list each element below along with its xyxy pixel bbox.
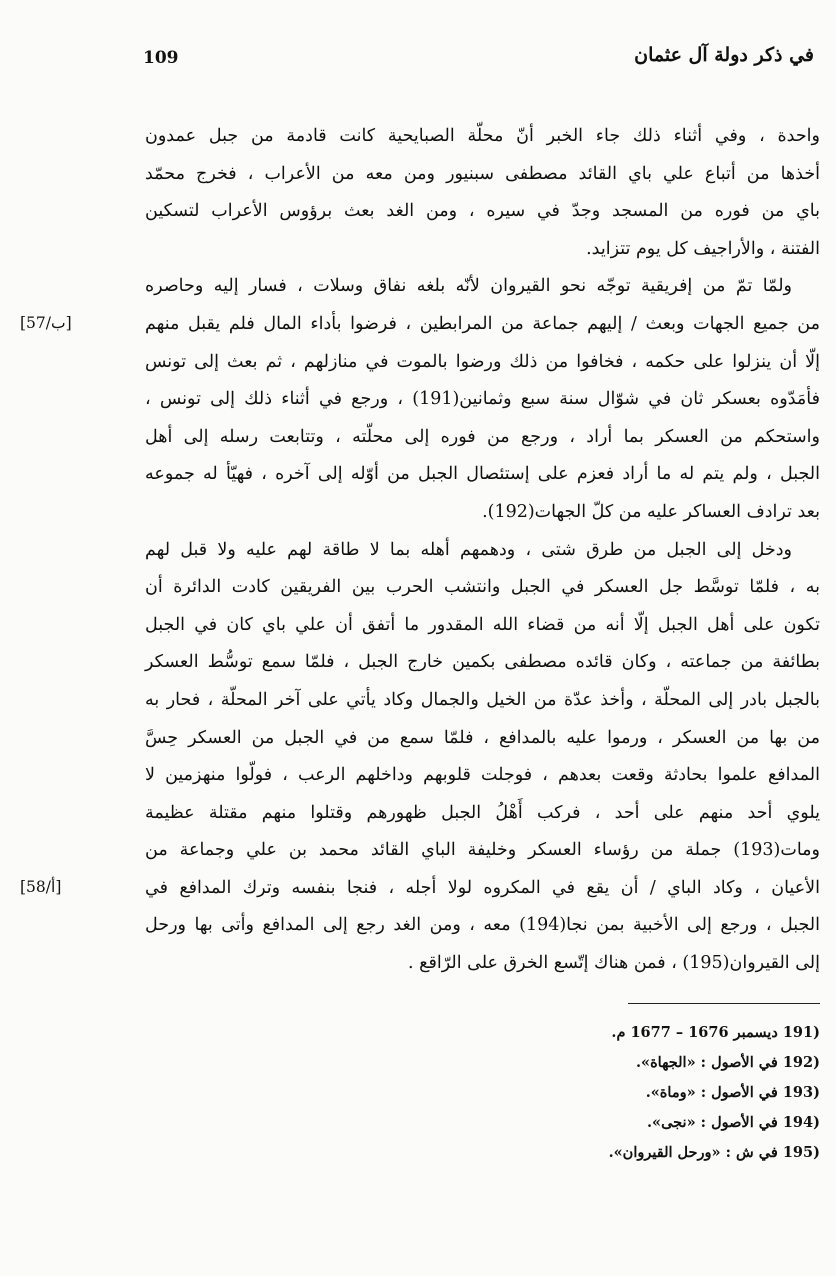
body-line: ودخل إلى الجبل من طرق شتى ، ودهمهم أهله بما لا طاقة لهم عليه ولا قبل لهم: [145, 539, 792, 560]
body-line: إلى القيروان(195) ، فمن هناك إتّسع الخرق على الرّاقع .: [408, 953, 820, 974]
body-line: الجبل ، ولم يتم له ما أراد فعزم على إستئصال الجبل من أوّله إلى آخره ، فهيّأ له جموعه: [145, 464, 820, 485]
footnote: (195 في ش : «ورحل القيروان».: [608, 1144, 820, 1161]
page-number: 109: [143, 48, 179, 68]
body-line: باي من فوره من المسجد وجدّ في سيره ، ومن الغد بعث برؤوس الأعراب لتسكين: [145, 201, 820, 222]
margin-folio-ref: [58/أ]: [20, 878, 62, 896]
body-line: واستحكم من العسكر بما أراد ، ورجع من فوره إلى محلّته ، وتتابعت رسله إلى أهل: [145, 426, 820, 447]
running-head: في ذكر دولة آل عثمان: [634, 44, 814, 66]
footnote: (193 في الأصول : «وماة».: [645, 1084, 820, 1101]
body-line: من جميع الجهات وبعث / إليهم جماعة من المرابطين ، فرضوا بأداء المال فلم يقبل منهم: [145, 313, 820, 334]
body-line: الجبل ، ورجع إلى الأخبية بمن نجا(194) معه ، ومن الغد رجع إلى المدافع وأتى بها ورحل: [145, 915, 820, 936]
body-line: ولمّا تمّ من إفريقية توجّه نحو القيروان لأنّه بلغه نفاق وسلات ، فسار إليه وحاصره: [145, 276, 792, 297]
body-line: واحدة ، وفي أثناء ذلك جاء الخبر أنّ محلّة الصبايحية كانت قادمة من جبل عمدون: [145, 126, 820, 146]
body-line: إلّا أن ينزلوا على حكمه ، فخافوا من ذلك ورضوا بالموت في منازلهم ، ثم بعث إلى تونس: [145, 351, 820, 372]
footnote: (192 في الأصول : «الجهاة».: [635, 1054, 820, 1071]
body-line: المدافع علموا بحادثة وقعت بعدهم ، فوجلت قلوبهم وداخلهم الرعب ، فولّوا منهزمين لا: [145, 765, 820, 786]
body-line: تكون على أهل الجبل إلّا أنه من قضاء الله المقدور ما أتفق أن علي باي كان في الجبل: [145, 614, 820, 635]
body-line: ومات(193) جملة من رؤساء العسكر وخليفة الباي القائد محمد بن علي وجماعة من: [145, 840, 820, 861]
margin-folio-ref: [57/ب]: [20, 314, 72, 332]
body-line: أخذها من أتباع علي باي القائد مصطفى سبنيور ومن معه من الأعراب ، فخرج محمّد: [145, 163, 820, 184]
body-text: [145, 118, 820, 983]
body-line: بعد ترادف العساكر عليه من كلّ الجهات(192).: [482, 501, 820, 522]
body-line: الأعيان ، وكاد الباي / أن يقع في المكروه لولا أجله ، فنجا بنفسه وترك المدافع في: [145, 877, 820, 898]
footnote-divider: [628, 1003, 820, 1004]
body-line: فأمَدّوه بعسكر ثان في شوّال سنة سبع وثمانين(191) ، ورجع في أثناء ذلك إلى تونس ،: [145, 389, 820, 410]
body-line: به ، فلمّا توسَّط جل العسكر في الجبل وانتشب الحرب بين الفريقين كادت الدائرة أن: [145, 577, 820, 598]
footnotes: [609, 1018, 820, 1168]
body-line: من بها من العسكر ، ورموا عليه بالمدافع ، فلمّا سمع من في الجبل من العسكر حِسَّ: [145, 727, 820, 748]
footnote: (191 ديسمبر 1676 – 1677 م.: [611, 1024, 820, 1041]
body-line: بالجبل بادر إلى المحلّة ، وأخذ عدّة من الخيل والجمال وكاد يأتي على آخر المحلّة ، فحار به: [145, 689, 820, 710]
footnote: (194 في الأصول : «نجى».: [646, 1114, 820, 1131]
body-line: الفتنة ، والأراجيف كل يوم تتزايد.: [586, 238, 820, 259]
body-line: يلوي أحد منهم على أحد ، فركب أَهْلُ الجبل ظهورهم وقتلوا منهم مقتلة عظيمة: [145, 802, 820, 823]
body-line: بطائفة من جماعته ، وكان قائده مصطفى بكمين خارج الجبل ، فلمّا سمع توسُّط العسكر: [145, 652, 820, 673]
